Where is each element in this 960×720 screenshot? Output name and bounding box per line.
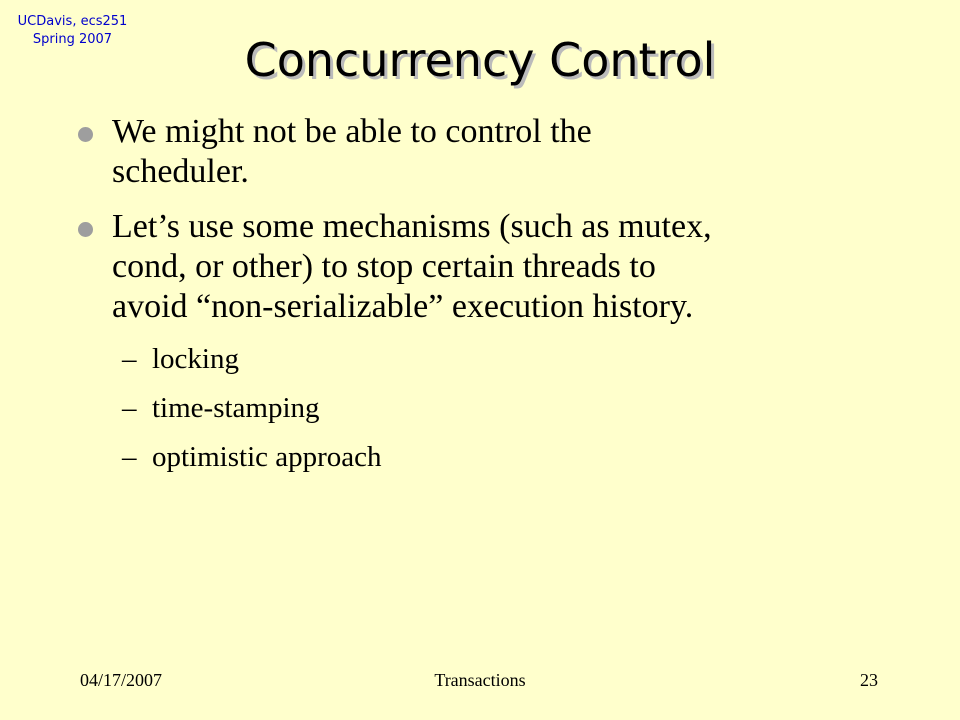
bullet-dot-icon [78, 127, 93, 142]
bullet-line: We might not be able to control the [112, 113, 592, 150]
bullet-line: avoid “non-serializable” execution history. [112, 288, 694, 325]
sub-bullet-item [78, 440, 898, 474]
bullet-line: scheduler. [112, 153, 249, 190]
footer-title: Transactions [434, 670, 526, 690]
course-header-line2: Spring 2007 [32, 32, 113, 47]
sub-bullet-dash: – [122, 343, 137, 375]
slide-title: Concurrency Control [244, 33, 716, 87]
sub-bullet-dash: – [122, 392, 137, 424]
sub-bullet-dash: – [122, 441, 137, 473]
footer-date: 04/17/2007 [80, 670, 163, 690]
sub-bullet-item [78, 391, 898, 425]
sub-bullet-text: locking [152, 343, 239, 375]
slide-content [78, 112, 898, 489]
bullet-dot-icon [78, 222, 93, 237]
bullet-item [78, 207, 898, 327]
page-number: 23 [860, 670, 878, 690]
sub-bullet-item [78, 342, 898, 376]
bullet-line: cond, or other) to stop certain threads to [112, 248, 656, 285]
sub-bullet-text: optimistic approach [152, 441, 382, 473]
bullet-line: Let’s use some mechanisms (such as mutex, [112, 208, 712, 245]
sub-bullet-text: time-stamping [152, 392, 320, 424]
bullet-item [78, 112, 898, 192]
course-header-line1: UCDavis, ecs251 [17, 14, 128, 29]
